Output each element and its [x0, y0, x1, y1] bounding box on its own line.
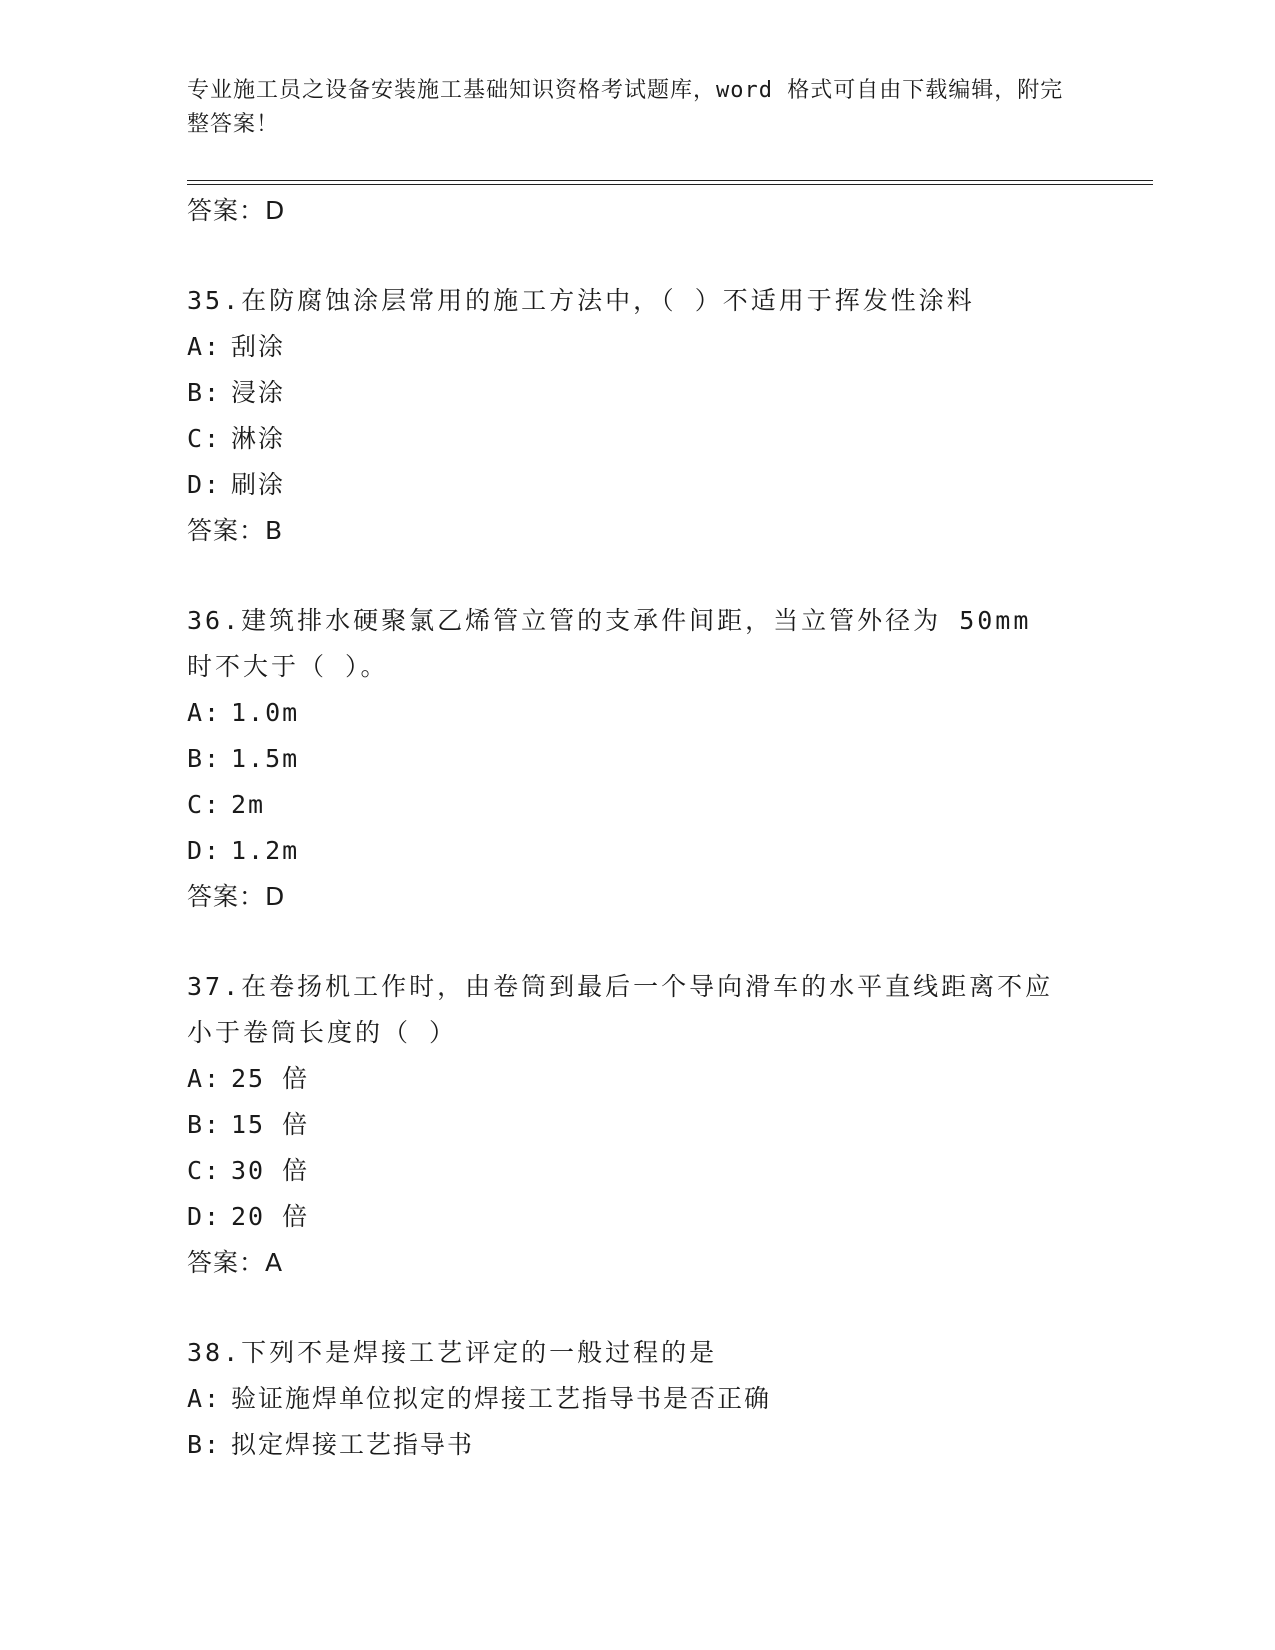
option-text: 15 倍	[231, 1110, 310, 1139]
question-35	[187, 278, 1067, 554]
option-c	[187, 416, 1067, 462]
question-text: 37.在卷扬机工作时，由卷筒到最后一个导向滑车的水平直线距离不应小于卷筒长度的（ ）	[187, 972, 1054, 1047]
option-d	[187, 462, 1067, 508]
option-label: D:	[187, 470, 222, 499]
option-c	[187, 1148, 1067, 1194]
option-text: 1.2m	[231, 836, 300, 865]
page-header: 专业施工员之设备安装施工基础知识资格考试题库，word 格式可自由下载编辑，附完整答案！	[187, 78, 1064, 137]
option-label: D:	[187, 836, 222, 865]
option-a	[187, 1376, 1067, 1422]
question-38	[187, 1330, 1067, 1468]
option-text: 2m	[231, 790, 266, 819]
document-page	[187, 0, 1153, 1650]
option-a	[187, 324, 1067, 370]
question-text: 38.下列不是焊接工艺评定的一般过程的是	[187, 1338, 718, 1367]
question-text: 36.建筑排水硬聚氯乙烯管立管的支承件间距，当立管外径为 50mm 时不大于（ ）。	[187, 606, 1032, 681]
option-text: 1.0m	[231, 698, 300, 727]
question-list	[187, 188, 1067, 1468]
question-text: 35.在防腐蚀涂层常用的施工方法中，（ ）不适用于挥发性涂料	[187, 286, 975, 315]
option-text: 刷涂	[231, 470, 286, 499]
option-b	[187, 370, 1067, 416]
option-label: B:	[187, 744, 222, 773]
option-a	[187, 1056, 1067, 1102]
option-d	[187, 828, 1067, 874]
option-label: A:	[187, 1384, 222, 1413]
previous-answer: 答案：D	[187, 196, 286, 225]
option-label: A:	[187, 1064, 222, 1093]
option-label: B:	[187, 1110, 222, 1139]
option-a	[187, 690, 1067, 736]
option-text: 20 倍	[231, 1202, 310, 1231]
option-label: C:	[187, 790, 222, 819]
option-b	[187, 1102, 1067, 1148]
question-37	[187, 964, 1067, 1286]
option-text: 1.5m	[231, 744, 300, 773]
answer: 答案：A	[187, 1248, 284, 1277]
option-text: 验证施焊单位拟定的焊接工艺指导书是否正确	[231, 1384, 772, 1413]
option-label: B:	[187, 378, 222, 407]
option-text: 拟定焊接工艺指导书	[231, 1430, 475, 1459]
header-divider	[187, 180, 1153, 185]
question-36	[187, 598, 1067, 920]
option-label: C:	[187, 424, 222, 453]
option-text: 25 倍	[231, 1064, 310, 1093]
option-label: A:	[187, 698, 222, 727]
option-text: 浸涂	[231, 378, 286, 407]
option-text: 刮涂	[231, 332, 286, 361]
option-label: C:	[187, 1156, 222, 1185]
option-label: A:	[187, 332, 222, 361]
option-text: 淋涂	[231, 424, 286, 453]
option-label: B:	[187, 1430, 222, 1459]
option-b	[187, 1422, 1067, 1468]
option-text: 30 倍	[231, 1156, 310, 1185]
option-label: D:	[187, 1202, 222, 1231]
option-d	[187, 1194, 1067, 1240]
answer: 答案：D	[187, 882, 286, 911]
option-b	[187, 736, 1067, 782]
answer: 答案：B	[187, 516, 284, 545]
option-c	[187, 782, 1067, 828]
